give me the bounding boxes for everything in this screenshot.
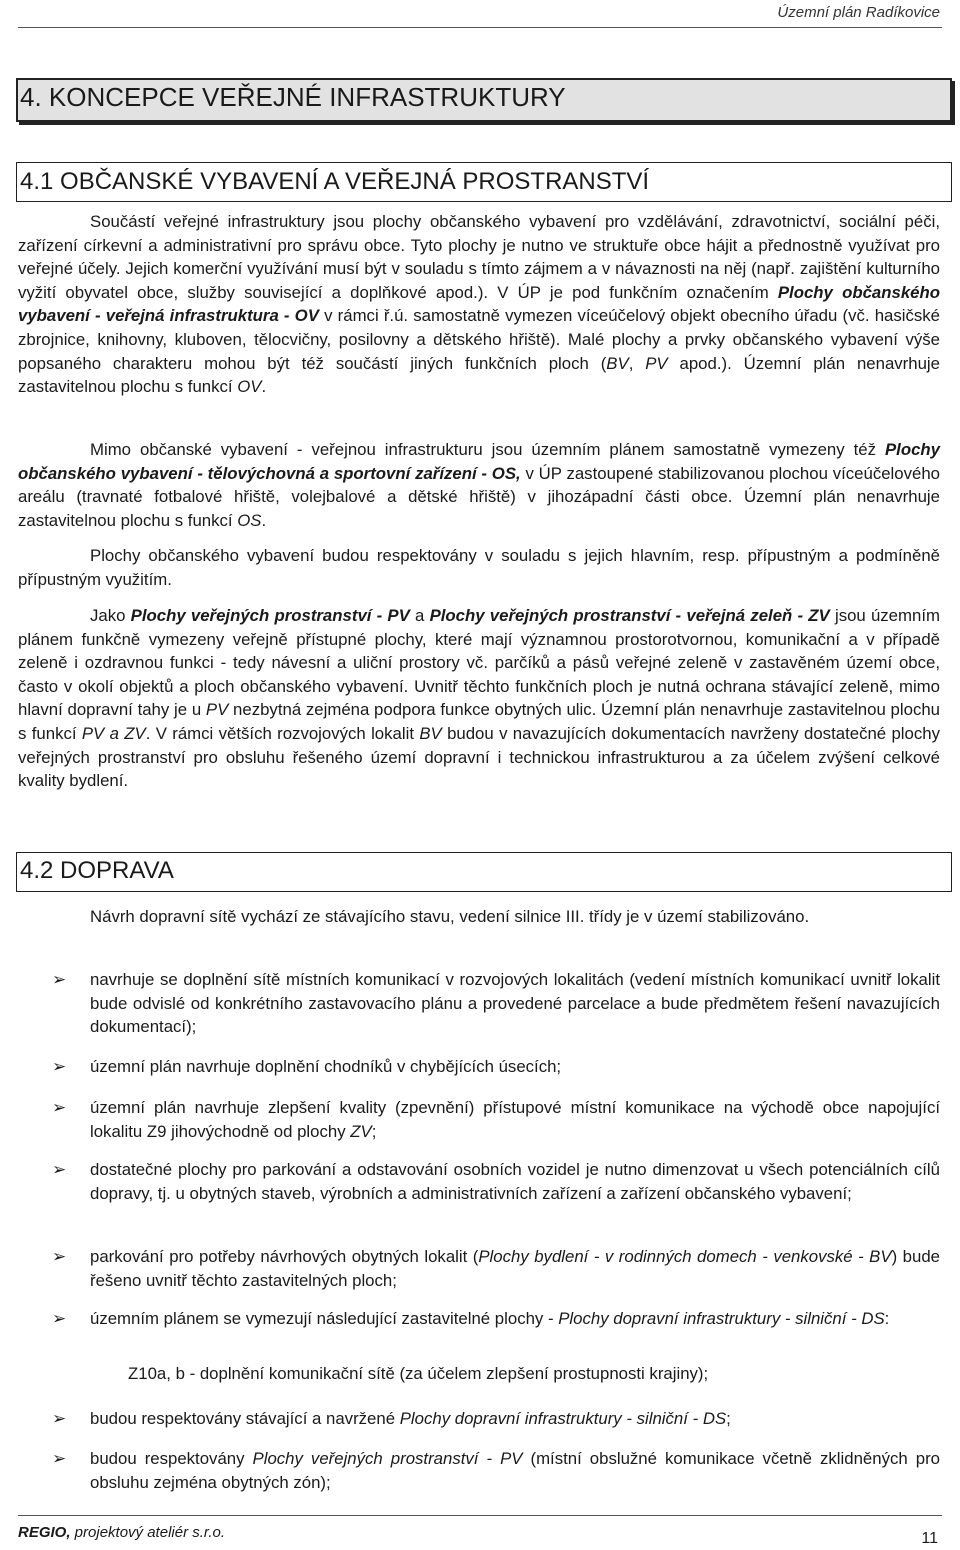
text-run: ; bbox=[726, 1409, 731, 1428]
text-run: Plochy veřejných prostranství - PV bbox=[130, 606, 410, 625]
text-run: a bbox=[409, 606, 430, 625]
text-run: Plochy veřejných prostranství - veřejná zeleň - ZV bbox=[429, 606, 830, 625]
text-run: Plochy dopravní infrastruktury - silniční - DS bbox=[399, 1409, 727, 1428]
footer-publisher bbox=[18, 1524, 225, 1541]
list-item bbox=[90, 1055, 940, 1079]
text-run: v rámci ř.ú. samostatně vymezen víceúčelový objekt obecního úřadu (vč. hasičské zbrojnice, knihovny, kluboven, tělocvičny, posilovny a dětského hřiště). Malé plochy a prvky občanského vybavení výše popsaného charakteru mohou být též součástí jiných funkčních ploch ( bbox=[18, 306, 940, 373]
paragraph bbox=[18, 905, 940, 929]
text-run: . bbox=[261, 377, 267, 397]
text-run: jsou územním plánem funkčně vymezeny veřejně přístupné plochy, které mají významnou prostorotvornou, komunikační a v případě zeleně i ozdravnou funkci - tedy návesní a uliční prostory vč. parčíků a pásů veřejné zeleně v zastavěném území obce, často v okolí objektů a ploch občanského vybavení. Uvnitř těchto funkčních ploch je nutná ochrana stávající zeleně, mimo hlavní dopravní tahy je u bbox=[18, 606, 940, 720]
text-run: navrhuje se doplnění sítě místních komunikací v rozvojových lokalitách (vedení místních komunikací uvnitř lokalit bude odvislé od konkrétního zastavovacího plánu a provedené parcelace a bude předmětem řešení navazujících dokumentací); bbox=[90, 970, 940, 1037]
footer-rule bbox=[18, 1515, 942, 1516]
bullet-arrow-icon: ➢ bbox=[52, 970, 67, 989]
text-run: OS bbox=[237, 510, 262, 530]
text-run: budou v navazujících dokumentacích navrženy dostatečné plochy veřejných prostranství pro obsluhu řešeného území dopravní i technickou infrastrukturou a za účelem zvýšení celkové kvality bydlení. bbox=[18, 723, 940, 791]
list-item bbox=[90, 1307, 940, 1331]
text-run: územním plánem se vymezují následující zastavitelné plochy - bbox=[90, 1309, 559, 1328]
header-rule bbox=[18, 27, 942, 28]
text-run: : bbox=[884, 1309, 890, 1328]
bullet-arrow-icon: ➢ bbox=[52, 1247, 67, 1266]
text-run: parkování pro potřeby návrhových obytných lokalit ( bbox=[90, 1247, 479, 1266]
text-run: (místní obslužné komunikace včetně zklidněných pro obsluhu zejména obytných zón); bbox=[90, 1449, 940, 1492]
text-run: Plochy dopravní infrastruktury - silniční - DS bbox=[558, 1309, 885, 1328]
bullet-arrow-icon: ➢ bbox=[52, 1160, 67, 1179]
running-header: Územní plán Radíkovice bbox=[777, 4, 940, 21]
list-item bbox=[90, 1447, 940, 1494]
list-item bbox=[90, 1096, 940, 1143]
bullet-arrow-icon: ➢ bbox=[52, 1057, 67, 1076]
paragraph bbox=[18, 604, 940, 793]
text-run: PV bbox=[205, 700, 229, 720]
bullet-arrow-icon: ➢ bbox=[52, 1309, 67, 1328]
text-run: Mimo občanské vybavení - veřejnou infrastrukturu jsou územním plánem samostatně vymezeny též bbox=[90, 440, 885, 459]
paragraph bbox=[18, 210, 940, 399]
bullet-arrow-icon: ➢ bbox=[52, 1098, 67, 1117]
text-run: ZV bbox=[350, 1121, 372, 1141]
list-item bbox=[90, 1407, 940, 1431]
text-run: apod.). Územní plán nenavrhuje zastavitelnou plochu s funkcí bbox=[18, 353, 940, 397]
text-run: ) bude řešeno uvnitř těchto zastavitelných ploch; bbox=[90, 1247, 940, 1290]
text-run: BV bbox=[419, 723, 442, 743]
text-run: územní plán navrhuje zlepšení kvality (zpevnění) přístupové místní komunikace na východě obce napojující lokalitu Z9 jihovýchodně od plochy bbox=[90, 1098, 940, 1141]
text-run: Plochy občanského vybavení budou respektovány v souladu s jejich hlavním, resp. přípustným a podmíněně přípustným využitím. bbox=[18, 546, 940, 589]
text-run: OV bbox=[237, 377, 262, 397]
text-run: . V rámci větších rozvojových lokalit bbox=[145, 723, 420, 743]
text-run: územní plán navrhuje doplnění chodníků v chybějících úsecích; bbox=[90, 1057, 562, 1076]
paragraph bbox=[18, 438, 940, 532]
bullet-arrow-icon: ➢ bbox=[52, 1449, 67, 1468]
text-run: budou respektovány stávající a navržené bbox=[90, 1409, 400, 1428]
list-item bbox=[90, 968, 940, 1039]
text-run: v ÚP zastoupené stabilizovanou plochou víceúčelového areálu (travnaté fotbalové hřiště, volejbalové a dětské hřiště) v jihozápadní části obce. Územní plán nenavrhuje zastavitelnou plochu s funkcí bbox=[18, 463, 940, 530]
text-run: Plochy občanského vybavení - tělovýchovná a sportovní zařízení - OS, bbox=[18, 440, 940, 483]
text-run: Plochy bydlení - v rodinných domech - venkovské - BV bbox=[478, 1247, 892, 1266]
text-run: Jako bbox=[90, 606, 131, 625]
text-run: PV bbox=[645, 353, 668, 373]
footer-org: REGIO, bbox=[18, 1524, 71, 1541]
footer-org-rest: projektový ateliér s.r.o. bbox=[70, 1524, 226, 1541]
section-title: 4.1 OBČANSKÉ VYBAVENÍ A VEŘEJNÁ PROSTRANSTVÍ bbox=[20, 168, 650, 195]
page-number: 11 bbox=[921, 1530, 938, 1547]
text-run: dostatečné plochy pro parkování a odstavování osobních vozidel je nutno dimenzovat u všech potenciálních cílů dopravy, tj. u obytných staveb, výrobních a administrativních zařízení a zařízení občanského vybavení; bbox=[90, 1160, 940, 1203]
text-run: , bbox=[628, 353, 646, 373]
section-title: 4.2 DOPRAVA bbox=[20, 857, 174, 884]
text-run: . bbox=[261, 510, 267, 530]
text-run: Plochy veřejných prostranství - PV bbox=[252, 1449, 523, 1468]
text-run: nezbytná zejména podpora funkce obytných ulic. Územní plán nenavrhuje zastavitelnou plochu s funkcí bbox=[18, 700, 940, 743]
text-run: budou respektovány bbox=[90, 1449, 253, 1468]
text-run: Součástí veřejné infrastruktury jsou plochy občanského vybavení pro vzdělávání, zdravotnictví, sociální péči, zařízení církevní a administrativní pro správu obce. Tyto plochy je nutno ve struktuře obce hájit a přednostně využívat pro veřejné účely. Jejich komerční využívání musí být v souladu s tímto zájmem a v návaznosti na něj (např. zajištění kulturního vyžití obyvatel obce, služby související a doplňkové apod.). V ÚP je pod funkčním označením bbox=[18, 212, 940, 302]
text-run: PV a ZV bbox=[81, 723, 146, 743]
sub-item: Z10a, b - doplnění komunikační sítě (za účelem zlepšení prostupnosti krajiny); bbox=[128, 1364, 709, 1383]
text-run: BV bbox=[606, 353, 629, 373]
paragraph bbox=[18, 544, 940, 591]
list-item bbox=[90, 1245, 940, 1292]
text-run: Plochy občanského vybavení - veřejná infrastruktura - OV bbox=[18, 282, 940, 326]
list-item bbox=[90, 1158, 940, 1205]
chapter-title: 4. KONCEPCE VEŘEJNÉ INFRASTRUKTURY bbox=[20, 82, 566, 112]
text-run: Návrh dopravní sítě vychází ze stávajícího stavu, vedení silnice III. třídy je v území stabilizováno. bbox=[90, 907, 810, 926]
bullet-arrow-icon: ➢ bbox=[52, 1409, 67, 1428]
text-run: ; bbox=[371, 1121, 377, 1141]
